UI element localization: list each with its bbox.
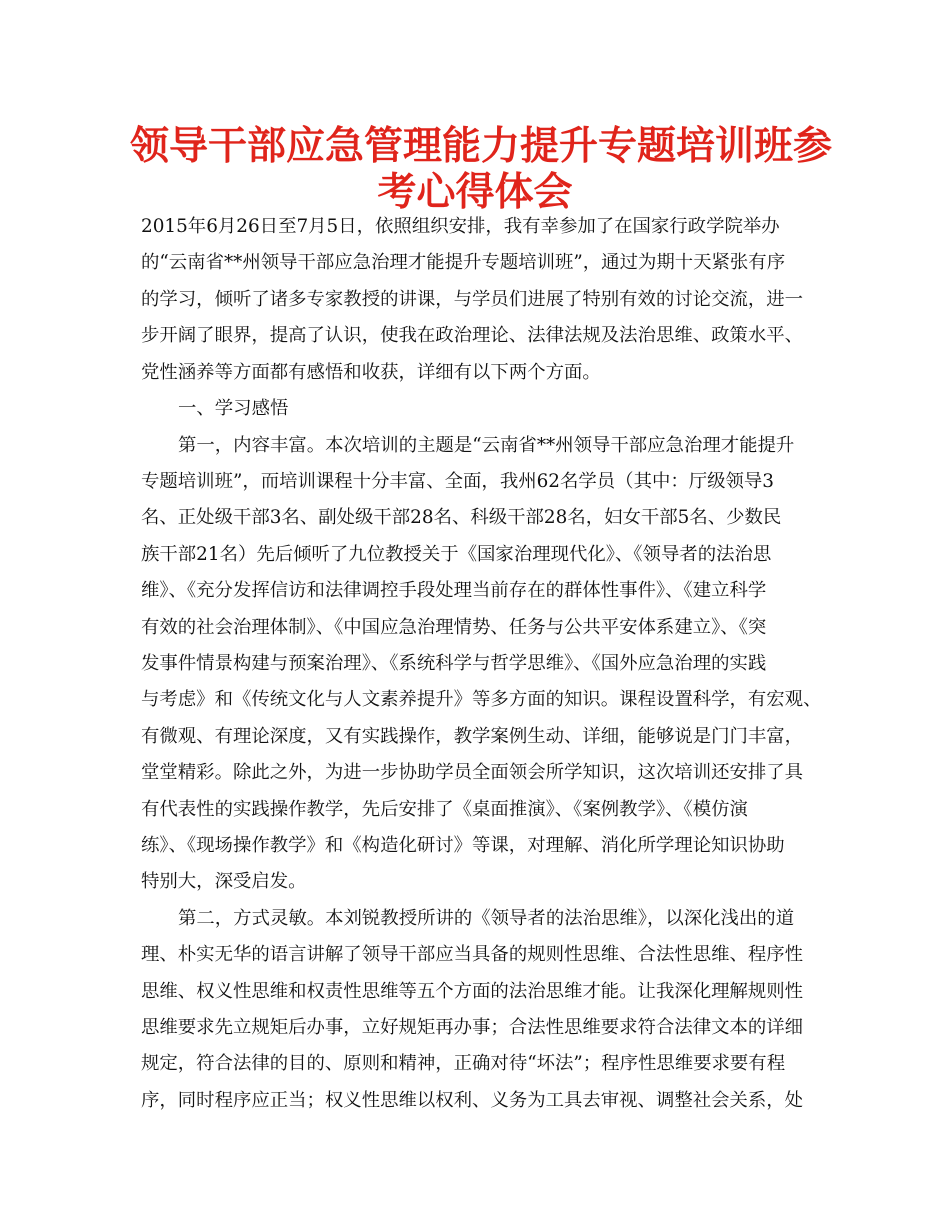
paragraph-line: 有代表性的实践操作教学，先后安排了《桌面推演》、《案例教学》、《模仿演 (141, 799, 748, 820)
paragraph-line: 第二，方式灵敏。本刘锐教授所讲的《领导者的法治思维》，以深化浅出的道 (178, 908, 795, 929)
paragraph-line: 步开阔了眼界，提高了认识，使我在政治理论、法律法规及法治思维、政策水平、 (141, 325, 804, 346)
paragraph-line: 有微观、有理论深度，又有实践操作，教学案例生动、详细，能够说是门门丰富， (141, 726, 804, 747)
paragraph-line: 思维、权义性思维和权责性思维等五个方面的法治思维才能。让我深化理解规则性 (141, 981, 804, 1002)
paragraph-line: 的学习，倾听了诸多专家教授的讲课，与学员们进展了特别有效的讨论交流，进一 (141, 289, 804, 310)
paragraph-line: 练》、《现场操作教学》和《构造化研讨》等课，对理解、消化所学理论知识协助 (141, 835, 785, 856)
paragraph-line: 发事件情景构建与预案治理》、《系统科学与哲学思维》、《国外应急治理的实践 (141, 653, 767, 674)
paragraph-line: 专题培训班”，而培训课程十分丰富、全面，我州62名学员（其中：厅级领导3 (141, 471, 775, 492)
paragraph-line: 序，同时程序应正当；权义性思维以权利、义务为工具去审视、调整社会关系，处 (141, 1090, 804, 1111)
paragraph-line: 堂堂精彩。除此之外，为进一步协助学员全面领会所学知识，这次培训还安排了具 (141, 762, 804, 783)
paragraph-line: 的“云南省**州领导干部应急治理才能提升专题培训班”，通过为期十天紧张有序 (141, 252, 786, 273)
paragraph-line: 族干部21名）先后倾听了九位教授关于《国家治理现代化》、《领导者的法治思 (141, 544, 772, 565)
paragraph-line: 理、朴实无华的语言讲解了领导干部应当具备的规则性思维、合法性思维、程序性 (141, 944, 804, 965)
section-heading: 一、学习感悟 (178, 398, 289, 419)
paragraph-line: 思维要求先立规矩后办事，立好规矩再办事；合法性思维要求符合法律文本的详细 (141, 1017, 804, 1038)
paragraph-line: 维》、《充分发挥信访和法律调控手段处理当前存在的群体性事件》、《建立科学 (141, 580, 767, 601)
paragraph-line: 2015年6月26日至7月5日，依照组织安排，我有幸参加了在国家行政学院举办 (141, 216, 780, 237)
paragraph-line: 有效的社会治理体制》、《中国应急治理情势、任务与公共平安体系建立》、《突 (141, 617, 767, 638)
paragraph-line: 名、正处级干部3名、副处级干部28名、科级干部28名，妇女干部5名、少数民 (141, 507, 782, 528)
paragraph-line: 第一，内容丰富。本次培训的主题是“云南省**州领导干部应急治理才能提升 (178, 435, 795, 456)
paragraph-line: 规定，符合法律的目的、原则和精神，正确对待“坏法”；程序性思维要求要有程 (141, 1053, 786, 1074)
document-title-line-2: 考心得体会 (377, 170, 573, 215)
document-title-line-1: 领导干部应急管理能力提升专题培训班参 (130, 124, 833, 169)
paragraph-line: 党性涵养等方面都有感悟和收获，详细有以下两个方面。 (141, 362, 601, 383)
paragraph-line: 与考虑》和《传统文化与人文素养提升》等多方面的知识。课程设置科学，有宏观、 (141, 689, 822, 710)
paragraph-line: 特别大，深受启发。 (141, 871, 307, 892)
